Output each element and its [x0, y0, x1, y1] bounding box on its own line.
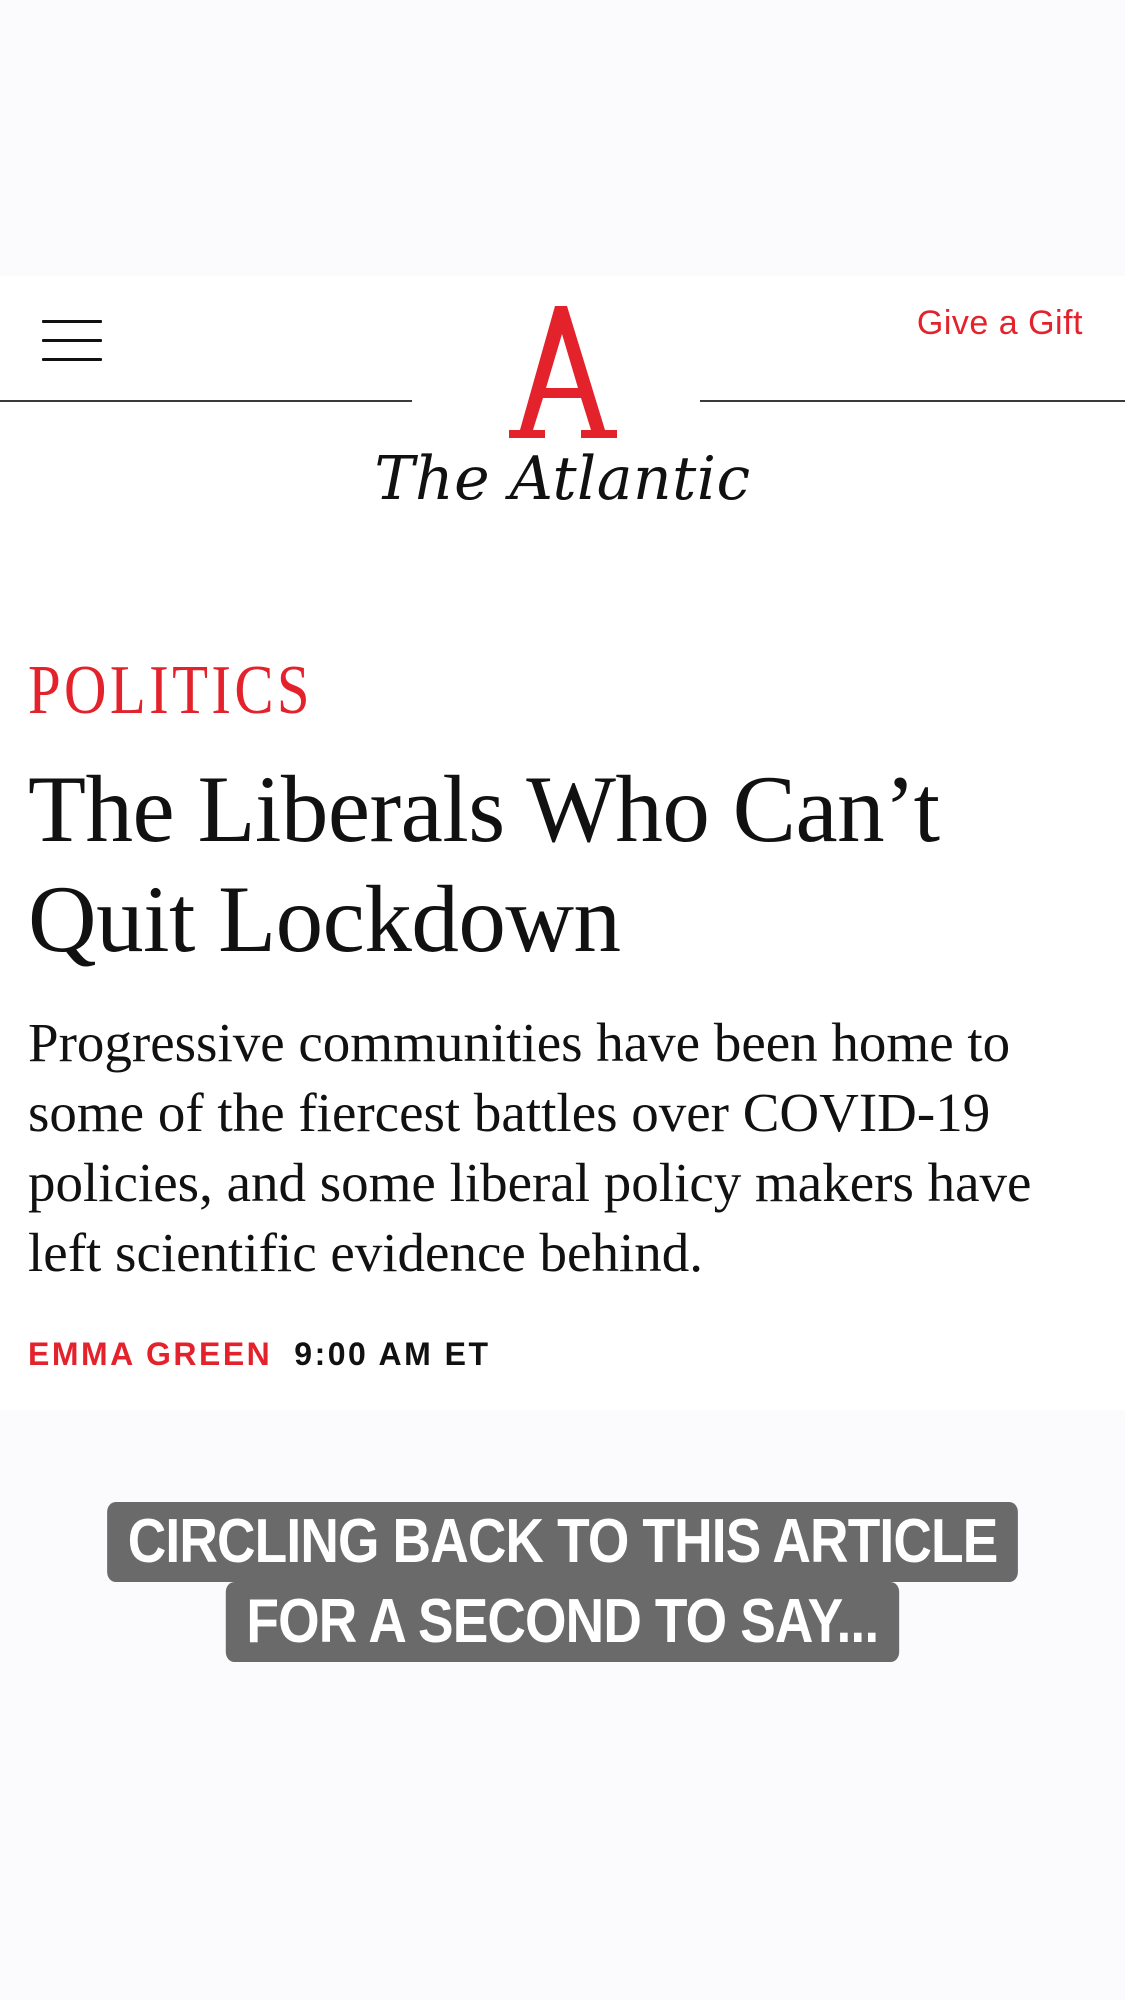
- article-headline: The Liberals Who Can’t Quit Lockdown: [28, 756, 940, 972]
- header-rule-left: [0, 400, 412, 402]
- publish-time: 9:00 AM ET: [294, 1336, 491, 1372]
- hamburger-menu-icon[interactable]: [40, 316, 104, 366]
- story-caption: [0, 1502, 1125, 1662]
- caption-line-1: CIRCLING BACK TO THIS ARTICLE: [107, 1502, 1018, 1582]
- give-a-gift-link[interactable]: Give a Gift: [916, 304, 1083, 342]
- byline: [28, 1338, 491, 1370]
- atlantic-a-logo-icon[interactable]: [503, 302, 621, 442]
- section-label[interactable]: POLITICS: [28, 652, 313, 729]
- menu-bar: [42, 320, 102, 323]
- caption-line-2: FOR A SECOND TO SAY...: [226, 1582, 899, 1662]
- article-dek: Progressive communities have been home to some of the fiercest battles over COVID-19 policies, and some liberal policy makers have left scientific evidence behind.: [28, 1012, 1032, 1283]
- article-card: [0, 276, 1125, 1410]
- header-rule-right: [700, 400, 1125, 402]
- menu-bar: [42, 358, 102, 361]
- author-link[interactable]: EMMA GREEN: [28, 1336, 273, 1372]
- the-atlantic-wordmark[interactable]: The Atlantic: [374, 444, 751, 514]
- menu-bar: [42, 339, 102, 342]
